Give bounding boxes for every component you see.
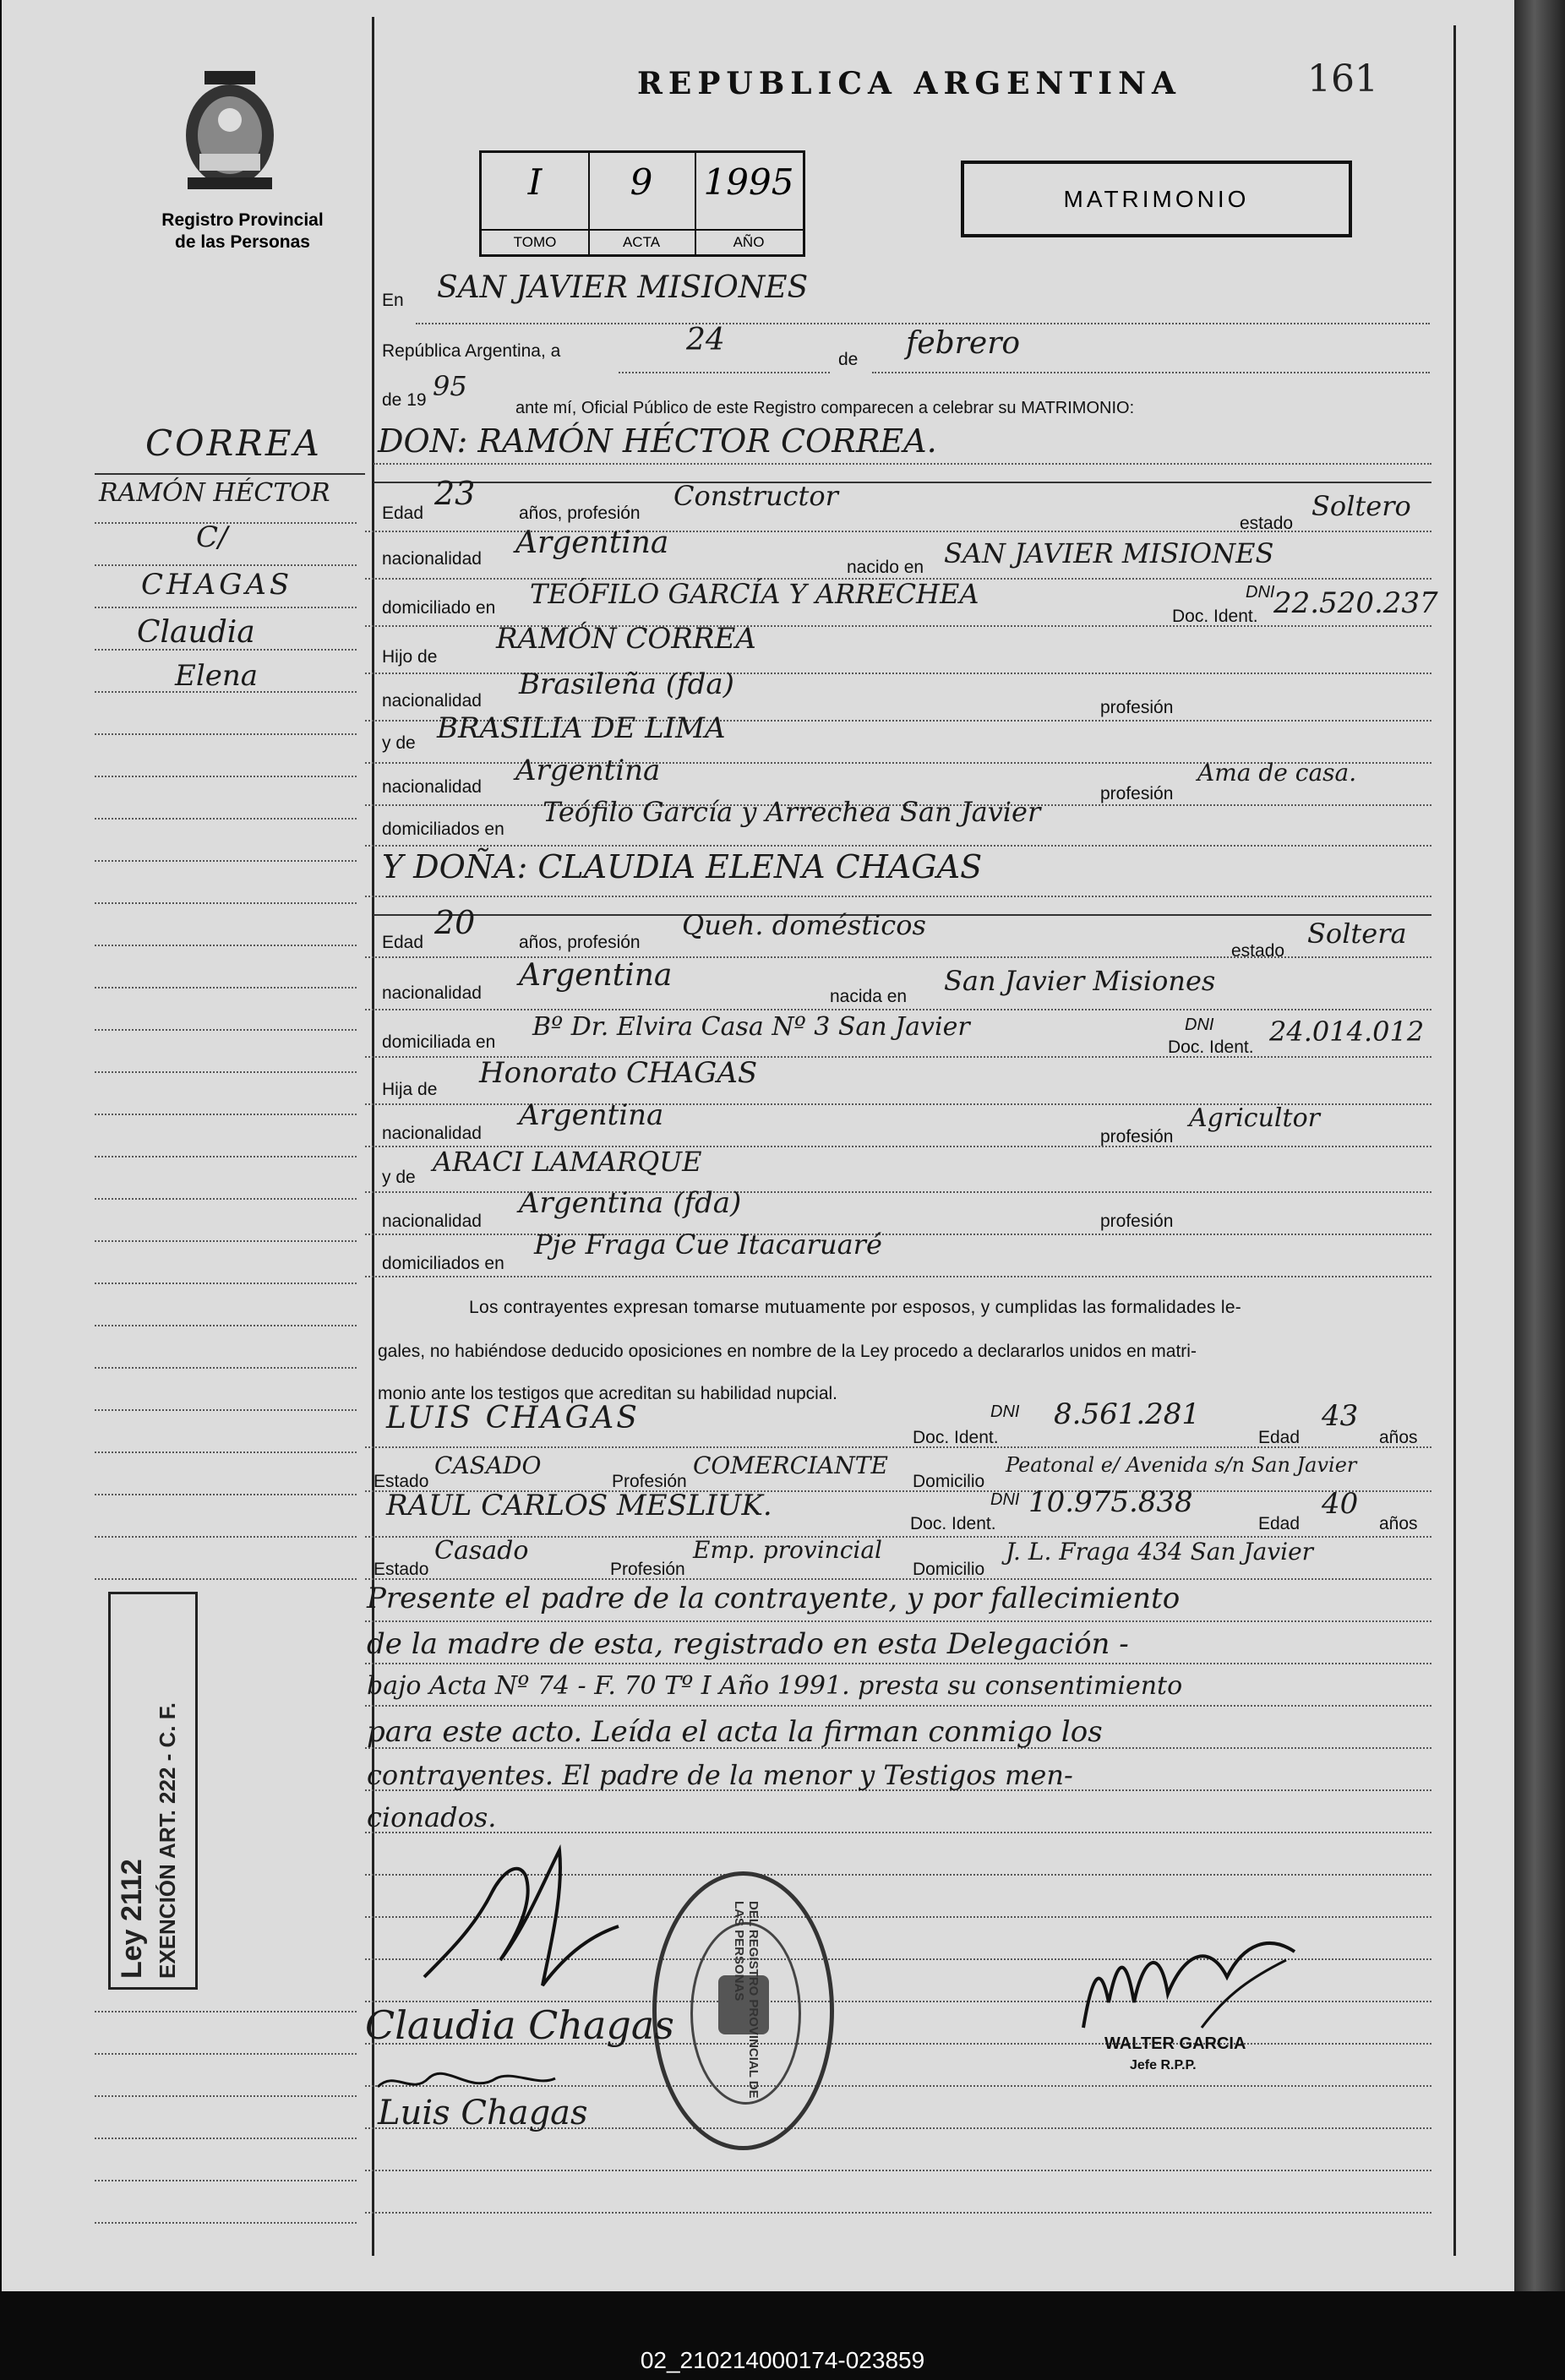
bride-doc-value: 24.014.012 [1269,1016,1425,1048]
bride-nacida-label: nacida en [830,987,908,1006]
groom-madre-nac-label: nacionalidad [382,777,482,797]
left-border [372,17,374,2256]
witness1-dom-label: Domicilio [913,1472,985,1491]
intro-statement: ante mí, Oficial Público de este Registro comparecen a celebrar su MATRIMONIO: [515,399,1135,417]
declaration-line-2: gales, no habiéndose deducido oposiciones en nombre de la Ley procedo a declararlos unidos en matri- [378,1342,1197,1361]
bride-doc-type: DNI [1185,1016,1214,1034]
month-value: febrero [906,326,1021,361]
witness2-doc-label: Doc. Ident. [910,1514,996,1533]
note-line-1: Presente el padre de la contrayente, y por fallecimiento [367,1582,1181,1615]
groom-edad-label: Edad [382,504,424,523]
year-suffix: 95 [433,370,467,402]
coat-of-arms-icon [179,69,281,196]
row-line [365,1234,1431,1235]
left-margin-rule [95,473,365,475]
margin-bride-surname: CHAGAS [141,568,293,602]
groom-padre-nac-label: nacionalidad [382,691,482,711]
margin-line [95,1283,357,1284]
witness-signature: Luis Chagas [378,2094,588,2132]
registrar-title: Jefe R.P.P. [1130,2058,1197,2072]
groom-doc-label: Doc. Ident. [1172,607,1258,626]
margin-bride-name-2: Elena [175,659,258,693]
margin-line [95,564,357,566]
bride-padre-nac-label: nacionalidad [382,1124,482,1143]
margin-line [95,2053,357,2055]
anio-cell [695,153,803,254]
groom-yde-label: y de [382,733,416,753]
official-signature-top [416,1825,627,2002]
en-line [416,323,1430,324]
margin-line [95,1578,357,1580]
tomo-value: I [527,161,543,203]
witness2-doc-value: 10.975.838 [1028,1485,1193,1519]
margin-line [95,860,357,862]
bride-estado-value: Soltera [1307,918,1407,950]
margin-line [95,1536,357,1538]
bride-edad-value: 20 [434,904,476,941]
bride-domicilio-value: Bº Dr. Elvira Casa Nº 3 San Javier [532,1012,970,1042]
groom-doc-value: 22.520.237 [1273,586,1438,620]
row-line [365,845,1431,847]
anio-value: 1995 [703,161,794,203]
margin-line [95,776,357,777]
witness1-estado-value: CASADO [434,1451,542,1479]
tomo-label: TOMO [482,229,588,254]
tomo-acta-box [479,150,805,257]
de-label: de [838,350,859,369]
page-number: 161 [1307,57,1378,101]
bride-signature: Claudia Chagas [365,2002,674,2048]
bride-doc-label: Doc. Ident. [1168,1038,1254,1057]
row-line [365,1009,1431,1010]
groom-section-top [374,482,1431,483]
margin-conjunction: C/ [196,520,228,554]
groom-nacido-value: SAN JAVIER MISIONES [944,537,1274,569]
margin-line [95,1451,357,1453]
acta-label: ACTA [588,229,695,254]
margin-line [95,1156,357,1157]
bride-yde-label: y de [382,1168,416,1187]
office-line-1: Registro Provincial [161,210,324,230]
groom-estado-label: estado [1240,514,1294,533]
seal-text: DEL REGISTRO PROVINCIAL DE LAS PERSONAS [732,1901,761,2099]
note-line [365,2212,1431,2214]
tomo-cell [482,153,590,254]
book-binding [1514,0,1565,2291]
witness1-estado-label: Estado [374,1472,429,1491]
en-label: En [382,291,404,310]
acta-cell [588,153,696,254]
image-id-footer: 02_210214000174-023859 [640,2347,925,2373]
note-line-3: bajo Acta Nº 74 - F. 70 Tº I Año 1991. presta su consentimiento [367,1671,1183,1701]
margin-line [95,607,357,608]
bride-nacionalidad-label: nacionalidad [382,983,482,1003]
acta-value: 9 [630,161,653,203]
groom-edad-value: 23 [434,475,476,512]
document-page [2,0,1514,2291]
margin-line [95,987,357,988]
margin-bride-name-1: Claudia [137,615,255,650]
margin-line [95,1071,357,1073]
witness2-dom-label: Domicilio [913,1560,985,1579]
row-line [365,896,1431,897]
margin-line [95,2180,357,2181]
groom-padre-prof-label: profesión [1100,698,1174,717]
bride-hija-label: Hija de [382,1080,438,1099]
groom-nacionalidad-label: nacionalidad [382,549,482,569]
bride-edad-label: Edad [382,933,424,952]
bride-padre-prof-label: profesión [1100,1127,1174,1146]
bride-profesion-value: Queh. domésticos [682,909,926,941]
groom-hijo-label: Hijo de [382,647,438,667]
bride-dom-padres-value: Pje Fraga Cue Itacaruaré [534,1228,882,1261]
place-value: SAN JAVIER MISIONES [437,270,809,305]
groom-madre-value: BRASILIA DE LIMA [437,711,726,745]
note-line-4: para este acto. Leída el acta la firman conmigo los [367,1715,1103,1749]
year-prefix: de 19 [382,390,427,410]
groom-nacido-label: nacido en [847,558,924,577]
margin-line [95,818,357,820]
groom-domicilio-label: domiciliado en [382,598,496,618]
bride-madre-prof-label: profesión [1100,1212,1174,1231]
note-line-6: cionados. [367,1801,497,1833]
stamp-law: Ley 2112 [116,1859,148,1979]
witness1-dom-value: Peatonal e/ Avenida s/n San Javier [1006,1453,1357,1477]
bride-profesion-label: años, profesión [519,933,641,952]
witness2-edad-value: 40 [1322,1487,1359,1521]
witness2-prof-label: Profesión [610,1560,685,1579]
witness1-doc-type: DNI [990,1402,1020,1421]
margin-line [95,1409,357,1411]
republica-label: República Argentina, a [382,341,561,361]
groom-domicilio-value: TEÓFILO GARCÍA Y ARRECHEA [530,578,979,610]
bride-nacionalidad-value: Argentina [519,958,673,993]
groom-nacionalidad-value: Argentina [515,526,669,560]
margin-line [95,1029,357,1031]
bride-padre-nac-value: Argentina [519,1098,664,1132]
margin-line [95,1198,357,1200]
witness1-name: LUIS CHAGAS [386,1401,640,1435]
margin-groom-names: RAMÓN HÉCTOR [99,478,330,508]
row-line [365,1446,1431,1448]
margin-line [95,1494,357,1495]
witness2-doc-type: DNI [990,1490,1020,1509]
note-line [365,1705,1431,1707]
margin-line [95,2011,357,2012]
note-line [365,1663,1431,1664]
margin-line [95,733,357,735]
groom-padre-nac-value: Brasileña (fda) [519,667,734,701]
country-title: REPUBLICA ARGENTINA [637,66,1181,101]
margin-line [95,1325,357,1326]
bride-dom-padres-label: domiciliados en [382,1254,504,1273]
margin-surname: CORREA [145,422,322,464]
month-line [872,372,1430,373]
stamp-exemption: EXENCIÓN ART. 222 - C. F. [155,1702,180,1979]
note-line-2: de la madre de esta, registrado en esta Delegación - [367,1627,1129,1661]
groom-madre-nac-value: Argentina [515,754,661,787]
bride-domicilio-label: domiciliada en [382,1032,496,1052]
margin-line [95,2138,357,2139]
bride-nacida-value: San Javier Misiones [944,965,1216,997]
note-line [365,1620,1431,1622]
groom-intro-line-rule [374,463,1431,465]
registrar-name: WALTER GARCIA [1104,2034,1246,2053]
witness2-edad-label: Edad [1258,1514,1301,1533]
groom-madre-prof-value: Ama de casa. [1197,759,1357,787]
groom-profesion-label: años, profesión [519,504,641,523]
record-type-box: MATRIMONIO [961,161,1352,237]
witness1-anos-label: años [1379,1428,1418,1447]
margin-line [95,1114,357,1115]
bride-madre-nac-label: nacionalidad [382,1212,482,1231]
groom-dom-padres-label: domiciliados en [382,820,504,839]
bride-madre-nac-value: Argentina (fda) [519,1186,742,1220]
row-line [365,1276,1431,1277]
bride-padre-prof-value: Agricultor [1189,1103,1320,1133]
note-line [365,2170,1431,2171]
day-value: 24 [686,323,725,357]
witness1-edad-value: 43 [1322,1399,1359,1433]
margin-line [95,2095,357,2097]
bride-estado-label: estado [1231,941,1285,961]
row-line [365,1578,1431,1580]
note-line-5: contrayentes. El padre de la menor y Testigos men- [367,1759,1073,1791]
exemption-stamp [108,1592,198,1990]
margin-line [95,945,357,946]
day-line [619,372,830,373]
registry-office-name [128,210,357,253]
groom-estado-value: Soltero [1311,490,1411,522]
margin-line [95,1240,357,1242]
margin-line [95,902,357,904]
witness2-name: RAUL CARLOS MESLIUK. [386,1489,772,1522]
margin-line [95,2222,357,2224]
witness1-prof-label: Profesión [612,1472,687,1491]
bride-padre-value: Honorato CHAGAS [479,1056,758,1090]
groom-profesion-value: Constructor [673,480,838,512]
witness2-estado-value: Casado [434,1536,529,1566]
groom-doc-type: DNI [1246,583,1275,602]
office-line-2: de las Personas [175,232,310,252]
declaration-line-1: Los contrayentes expresan tomarse mutuamente por esposos, y cumplidas las formalidades le- [469,1298,1242,1317]
witness1-doc-label: Doc. Ident. [913,1428,999,1447]
right-border [1453,25,1456,2256]
witness1-doc-value: 8.561.281 [1054,1397,1201,1431]
bride-madre-value: ARACI LAMARQUE [433,1146,702,1178]
margin-line [95,1367,357,1369]
declaration-line-3: monio ante los testigos que acreditan su habilidad nupcial. [378,1384,838,1403]
anio-label: AÑO [695,229,803,254]
groom-padre-value: RAMÓN CORREA [496,622,756,656]
groom-intro-line: DON: RAMÓN HÉCTOR CORREA. [378,422,937,460]
witness2-anos-label: años [1379,1514,1418,1533]
witness1-prof-value: COMERCIANTE [693,1451,888,1479]
witness2-prof-value: Emp. provincial [693,1536,882,1564]
registry-seal [652,1871,834,2150]
bride-intro-line: Y DOÑA: CLAUDIA ELENA CHAGAS [382,848,983,885]
witness1-edad-label: Edad [1258,1428,1301,1447]
witness2-dom-value: J. L. Fraga 434 San Javier [1006,1538,1314,1566]
groom-dom-padres-value: Teófilo García y Arrechea San Javier [543,796,1041,828]
witness2-estado-label: Estado [374,1560,429,1579]
groom-madre-prof-label: profesión [1100,784,1174,803]
